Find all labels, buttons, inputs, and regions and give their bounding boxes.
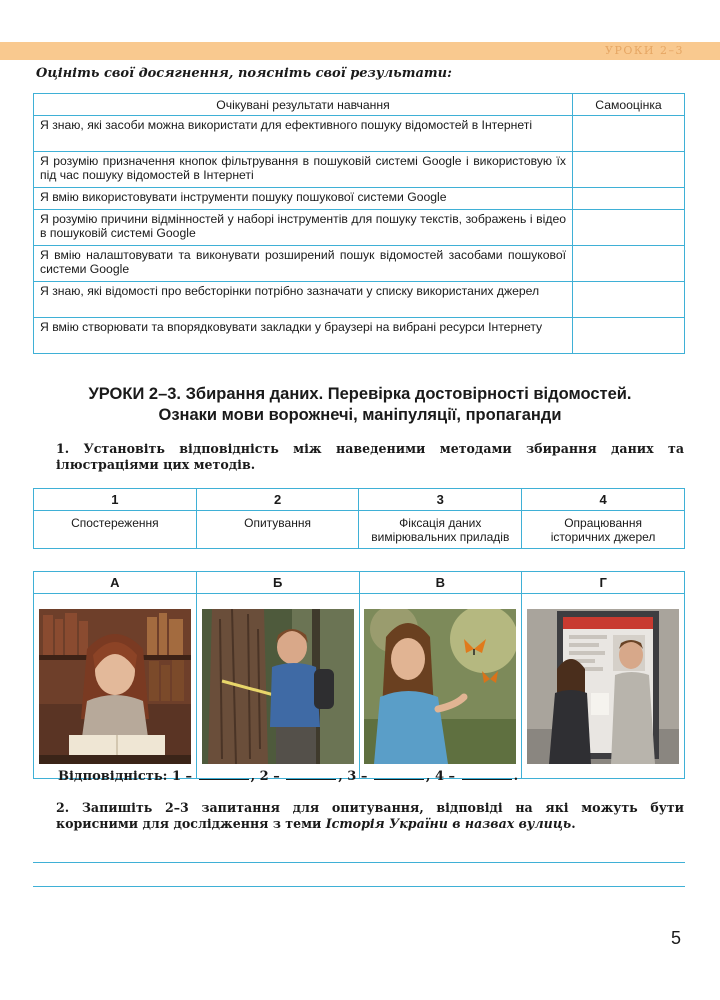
picture-letter: А — [34, 572, 197, 594]
result-statement: Я розумію призначення кнопок фільтрування в пошуковій системі Google і використовую їх під час пошуку відомостей в Інтернеті — [34, 152, 573, 188]
table-row — [34, 152, 685, 188]
answer-separator: , 4 – — [425, 769, 456, 784]
table-row — [34, 210, 685, 246]
self-score-cell[interactable] — [573, 246, 685, 282]
table-row — [34, 282, 685, 318]
col-header-results: Очікувані результати навчання — [34, 94, 573, 116]
result-statement: Я вмію створювати та впорядковувати закладки у браузері на вибрані ресурси Інтернету — [34, 318, 573, 354]
method-label: Опитування — [196, 511, 359, 549]
self-score-cell[interactable] — [573, 318, 685, 354]
task1-text: 1. Установіть відповідність між наведеними методами збирання даних та ілюстраціями цих методів. — [56, 441, 684, 472]
methods-table — [33, 488, 685, 549]
writing-line[interactable] — [33, 862, 685, 863]
boy-measuring-tree-photo — [202, 609, 354, 764]
self-score-cell[interactable] — [573, 152, 685, 188]
lesson-title-line2: Ознаки мови ворожнечі, маніпуляції, пропаганди — [158, 406, 562, 424]
writing-line[interactable] — [33, 886, 685, 887]
answer-blank-1[interactable] — [199, 768, 249, 780]
self-score-cell[interactable] — [573, 210, 685, 246]
result-statement: Я знаю, які відомості про вебсторінки потрібно зазначати у списку використаних джерел — [34, 282, 573, 318]
assessment-title: Оцініть свої досягнення, поясніть свої результати: — [36, 66, 452, 81]
task2-text: 2. Запишіть 2–3 запитання для опитування, відповіді на які можуть бути корисними для дослідження з теми Історія України в назвах вулиць. — [56, 800, 684, 831]
table-row — [34, 116, 685, 152]
method-number: 3 — [359, 489, 522, 511]
picture-letter: В — [359, 572, 522, 594]
teens-survey-photo — [527, 609, 679, 764]
task2-topic: Історія України в назвах вулиць — [325, 816, 572, 831]
running-head: УРОКИ 2–3 — [605, 44, 684, 57]
method-number: 2 — [196, 489, 359, 511]
result-statement: Я вмію використовувати інструменти пошуку пошукової системи Google — [34, 188, 573, 210]
lesson-title-line1: УРОКИ 2–3. Збирання даних. Перевірка достовірності відомостей. — [88, 385, 632, 403]
illustrations-table — [33, 571, 685, 779]
result-statement: Я знаю, які засоби можна використати для ефективного пошуку відомостей в Інтернеті — [34, 116, 573, 152]
result-statement: Я вмію налаштовувати та виконувати розширений пошук відомостей засобами пошукової системи Google — [34, 246, 573, 282]
table-row — [34, 188, 685, 210]
page-number: 5 — [671, 928, 682, 948]
table-row — [34, 318, 685, 354]
method-label: Опрацювання історичних джерел — [522, 511, 685, 549]
col-header-self: Самооцінка — [573, 94, 685, 116]
lesson-title — [36, 384, 684, 426]
table-row — [34, 246, 685, 282]
picture-letter: Г — [522, 572, 685, 594]
self-score-cell[interactable] — [573, 116, 685, 152]
answer-line — [58, 768, 518, 784]
answer-label: Відповідність: 1 – — [58, 769, 193, 784]
reading-girl-photo — [39, 609, 191, 764]
method-label: Фіксація даних вимірювальних приладів — [359, 511, 522, 549]
self-score-cell[interactable] — [573, 188, 685, 210]
method-label: Спостереження — [34, 511, 197, 549]
method-number: 1 — [34, 489, 197, 511]
result-statement: Я розумію причини відмінностей у наборі інструментів для пошуку текстів, зображень і відео в пошуковій системі Google — [34, 210, 573, 246]
method-number: 4 — [522, 489, 685, 511]
answer-separator: , 3 – — [338, 769, 368, 784]
answer-blank-2[interactable] — [286, 768, 336, 780]
answer-end: . — [513, 769, 519, 784]
girl-observing-butterflies-photo — [364, 609, 516, 764]
self-score-cell[interactable] — [573, 282, 685, 318]
answer-separator: , 2 – — [250, 769, 280, 784]
self-assessment-table — [33, 93, 685, 354]
answer-blank-4[interactable] — [462, 768, 512, 780]
picture-letter: Б — [196, 572, 359, 594]
answer-blank-3[interactable] — [374, 768, 424, 780]
